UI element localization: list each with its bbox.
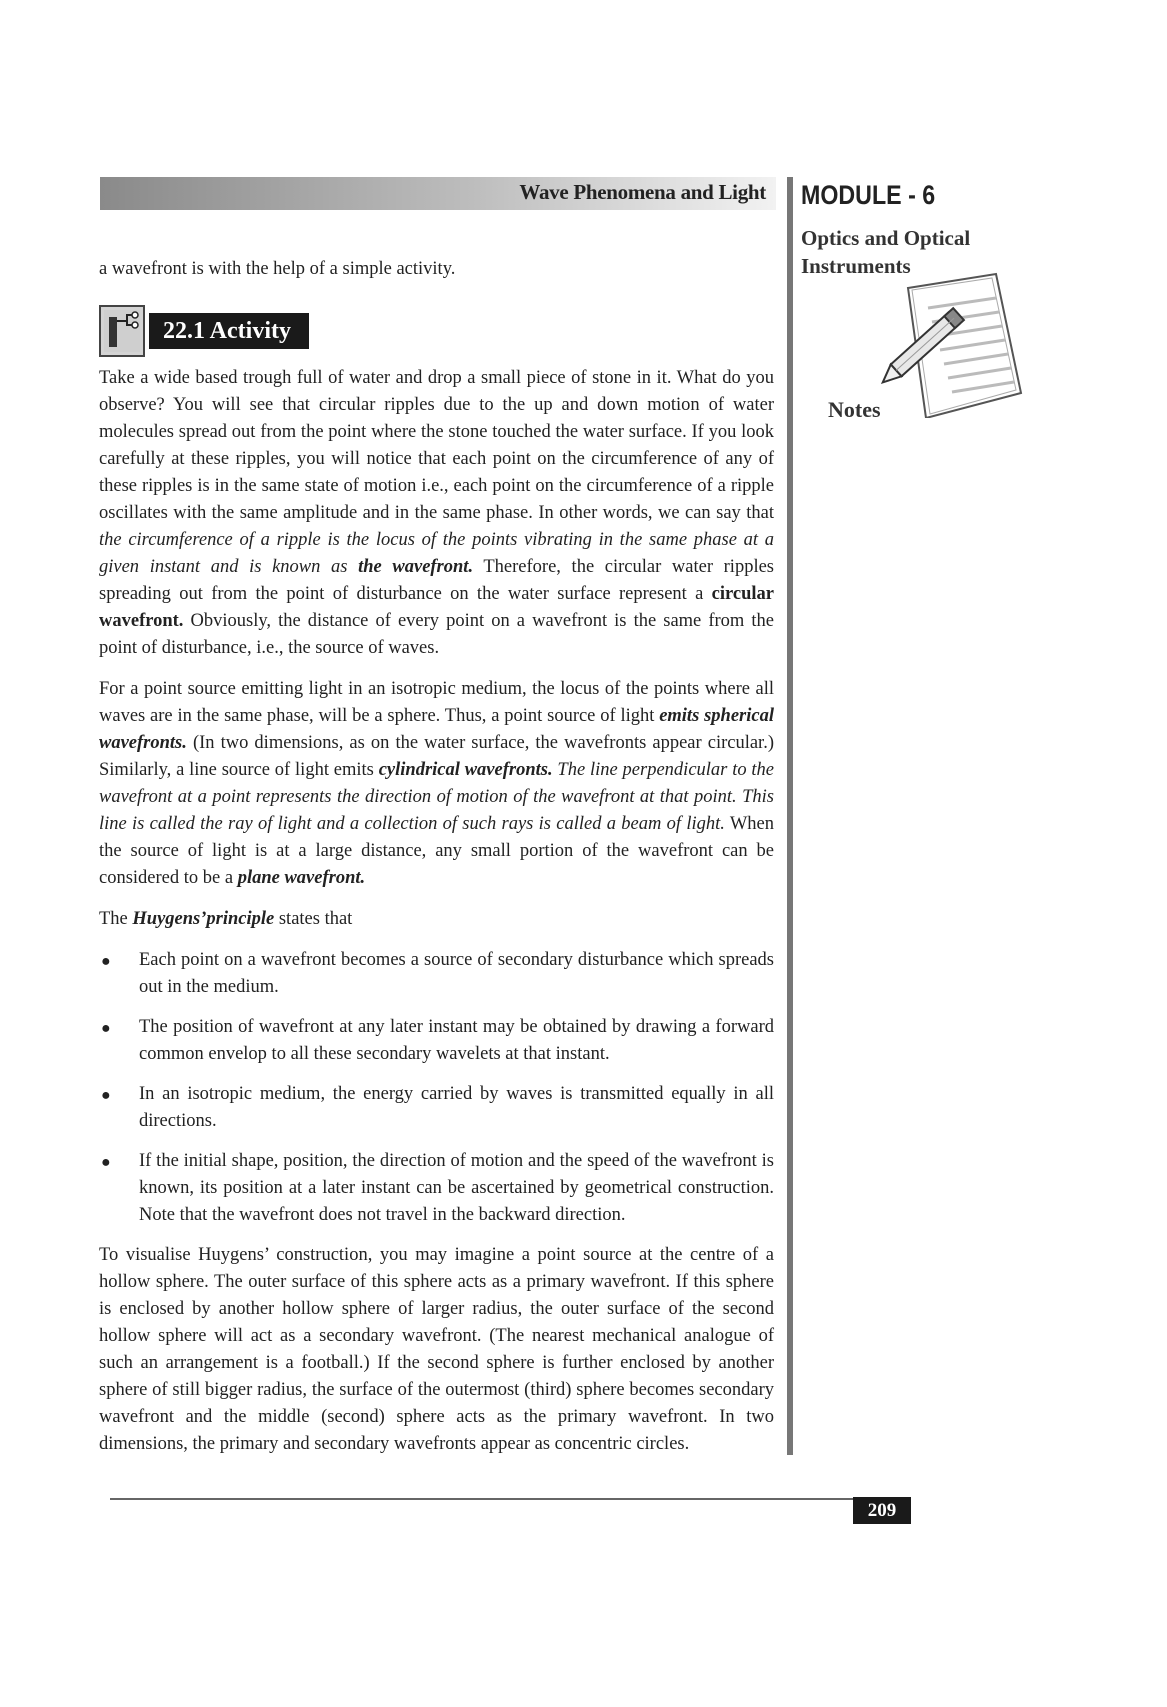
main-content <box>99 256 774 1472</box>
text-run: Take a wide based trough full of water and drop a small piece of stone in it. What do you observe? You will see that circular ripples due to the up and down motion of water molecules spread out from the point where the stone touched the water surface. If you look carefully at these ripples, you will notice that each point on the circumference of any of these ripples is in the same state of motion i.e., each point on the circumference of a ripple oscillates with the same amplitude and in the same phase. In other words, we can say that <box>99 368 774 523</box>
bullet-icon: ● <box>101 1087 111 1104</box>
activity-icon <box>99 305 145 357</box>
text-run: Therefore, the circular water ripples spreading out from the point of disturbance on the water surface represent a <box>99 557 774 604</box>
text-run: cylindrical wavefronts. <box>378 760 553 780</box>
list-item: ● In an isotropic medium, the energy carried by waves is transmitted equally in all directions. <box>101 1084 774 1131</box>
huygens-prefix: The <box>99 909 133 929</box>
text-run: emits spherical wavefronts. <box>99 706 774 753</box>
list-item: ● If the initial shape, position, the direction of motion and the speed of the wavefront is known, its position at a later instant can be ascertained by geometrical construction. Note that the wavefront does not travel in the backward direction. <box>101 1151 774 1225</box>
paragraph-wavefronts <box>99 676 774 892</box>
running-header <box>100 177 776 210</box>
huygens-suffix: states that <box>274 909 353 929</box>
text-run: For a point source emitting light in an isotropic medium, the locus of the points where all waves are in the same phase, will be a sphere. Thus, a point source of light <box>99 679 774 726</box>
intro-text: a wavefront is with the help of a simple activity. <box>99 259 456 279</box>
text-run: plane wavefront. <box>237 868 366 888</box>
text-run: When the source of light is at a large distance, any small portion of the wavefront can be considered to be a <box>99 814 774 888</box>
page-number: 209 <box>853 1497 911 1524</box>
notepad-pencil-icon <box>878 268 1028 423</box>
text-run: Obviously, the distance of every point on a wavefront is the same from the point of disturbance, i.e., the source of waves. <box>99 611 774 658</box>
text-run: the wavefront. <box>358 557 474 577</box>
text-run: (In two dimensions, as on the water surface, the wavefronts appear circular.) Similarly, a line source of light emits <box>99 733 774 780</box>
huygens-intro <box>99 906 774 933</box>
notes-label: Notes <box>828 397 881 422</box>
paragraph-ripples <box>99 365 774 662</box>
chapter-title: Wave Phenomena and Light <box>519 180 766 204</box>
footer-rule <box>110 1498 910 1500</box>
activity-title: 22.1 Activity <box>149 313 309 349</box>
bullet-icon: ● <box>101 1020 111 1037</box>
text-run: the circumference of a ripple is the locus of the points vibrating in the same phase at a given instant and is known as <box>99 530 774 577</box>
module-label: MODULE - 6 <box>801 180 936 210</box>
text-run: circular wavefront. <box>99 584 774 631</box>
margin-rule <box>787 177 793 1455</box>
list-item: ● Each point on a wavefront becomes a source of secondary disturbance which spreads out in the medium. <box>101 950 774 997</box>
bullet-icon: ● <box>101 1154 111 1171</box>
huygens-bullet-list <box>99 947 774 1229</box>
text-run: The line perpendicular to the wavefront at a point represents the direction of motion of the wavefront at that point. This line is called the ray of light and a collection of such rays is called a beam of light. <box>99 760 775 834</box>
bullet-icon: ● <box>101 953 111 970</box>
huygens-term: Huygens’principle <box>132 909 275 929</box>
activity-heading <box>99 305 774 357</box>
list-item: ● The position of wavefront at any later instant may be obtained by drawing a forward common envelop to all these secondary wavelets at that instant. <box>101 1017 774 1064</box>
paragraph-construction: To visualise Huygens’ construction, you may imagine a point source at the centre of a hollow sphere. The outer surface of this sphere acts as a primary wavefront. If this sphere is enclosed by another hollow sphere of larger radius, the outer surface of the second hollow sphere will act as a secondary wavefront. (The nearest mechanical analogue of such an arrangement is a football.) If the second sphere is further enclosed by another sphere of still bigger radius, the surface of the outermost (third) sphere becomes secondary wavefront and the middle (second) sphere acts as the primary wavefront. In two dimensions, the primary and secondary wavefronts appear as concentric circles. <box>99 1245 774 1454</box>
subject-label: Optics and Optical Instruments <box>801 226 971 278</box>
